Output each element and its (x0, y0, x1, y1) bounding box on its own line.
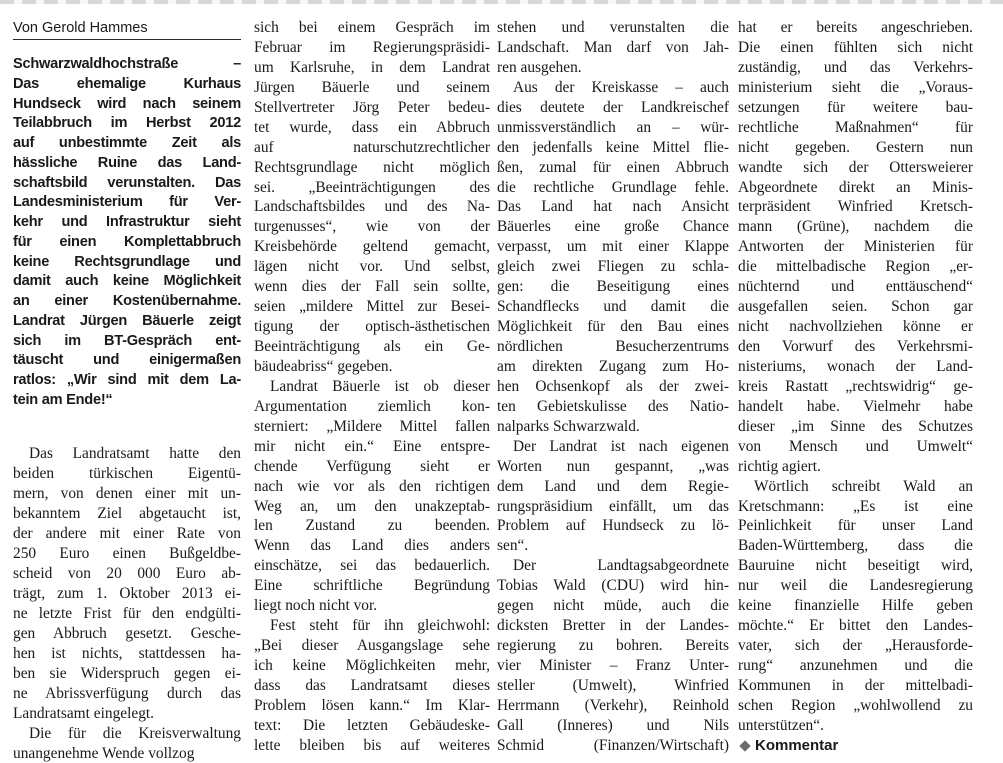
body-line: Stellvertreter Jörg Peter bedeu- (254, 98, 490, 118)
body-line: Schandflecks und damit die (497, 297, 729, 317)
body-line: sterniert: „Mildere Mittel fallen (254, 417, 490, 437)
top-cropped-headline-strip (0, 0, 1003, 4)
body-line: Abgeordnete direkt an Minis- (738, 178, 973, 198)
body-line: lette bleiben bis auf weiteres (254, 736, 490, 756)
body-line: ich keine Möglichkeiten mehr, (254, 656, 490, 676)
body-line: Kommunen in der mittelbadi- (738, 676, 973, 696)
lead-line: Landesministerium für Ver- (13, 193, 241, 213)
body-line: setzungen für weitere bau- (738, 98, 973, 118)
body-line: Das Land hat nach Ansicht (497, 197, 729, 217)
body-line: sich bei einem Gespräch im (254, 18, 490, 38)
body-line: rechtliche Maßnahmen“ für (738, 118, 973, 138)
body-line: unmissverständlich an – wür- (497, 118, 729, 138)
body-line: ren ausgehen. (497, 58, 729, 78)
body-line: liegt noch nicht vor. (254, 596, 490, 616)
body-line: Beeinträchtigung als ein Ge- (254, 337, 490, 357)
body-line: ten Gebietskulisse des Natio- (497, 397, 729, 417)
lead-line: für einen Komplettabbruch (13, 233, 241, 253)
lead-line: sich im BT-Gespräch ent- (13, 332, 241, 352)
body-line: dies deutete der Landkreischef (497, 98, 729, 118)
body-line: stehen und verunstalten die (497, 18, 729, 38)
body-line: Wörtlich schreibt Wald an (738, 477, 973, 497)
body-line: seien „mildere Mittel zur Besei- (254, 297, 490, 317)
body-line: Herrmann (Verkehr), Reinhold (497, 696, 729, 716)
body-line: Die für die Kreisverwaltung (13, 724, 241, 744)
body-line: die mittelbadische Region „er- (738, 257, 973, 277)
body-line: Das Landratsamt hatte den (13, 444, 241, 464)
body-line: ßen, zumal für einen Abbruch (497, 158, 729, 178)
lead-line: Schwarzwaldhochstraße – (13, 55, 241, 75)
body-line: nicht gegeben. Gestern nun (738, 138, 973, 158)
body-line: Fest steht für ihn gleichwohl: (254, 616, 490, 636)
body-line: turgenusses“, wie von der (254, 217, 490, 237)
body-line: von Mensch und Umwelt“ (738, 437, 973, 457)
body-line: 250 Euro einen Bußgeldbe- (13, 544, 241, 564)
body-line: ne Abrissverfügung durch das (13, 684, 241, 704)
body-line: gegen nicht müde, auch die (497, 596, 729, 616)
body-line: Baden-Württemberg, dass die (738, 536, 973, 556)
body-line: möchte.“ Er bittet den Landes- (738, 616, 973, 636)
body-line: richtig agiert. (738, 457, 973, 477)
body-line: ben sie Widerspruch gegen ei- (13, 664, 241, 684)
body-line: Bauruine nicht beseitigt wird, (738, 556, 973, 576)
body-line: text: Die letzten Gebäudeske- (254, 716, 490, 736)
body-line: Die einen fühlten sich nicht (738, 38, 973, 58)
body-line: handelt habe. Vielmehr habe (738, 397, 973, 417)
body-line: kreis Rastatt „rechtswidrig“ ge- (738, 377, 973, 397)
body-line: unangenehme Wende vollzog (13, 744, 241, 763)
body-line: hen Ochsenkopf als der zwei- (497, 377, 729, 397)
body-line: Landrat Bäuerle ist ob dieser (254, 377, 490, 397)
lead-line: kehr und Infrastruktur sieht (13, 213, 241, 233)
body-line: auf naturschutzrechtlicher (254, 138, 490, 158)
body-line: Landschaftsbildes und des Na- (254, 197, 490, 217)
body-line: Der Landrat ist nach eigenen (497, 437, 729, 457)
lead-line: tein am Ende!“ (13, 391, 241, 411)
body-line: unterstützen“. (738, 716, 973, 736)
lead-line: auf unbestimmte Zeit als (13, 134, 241, 154)
body-line: einschätze, sei das bedauerlich. (254, 556, 490, 576)
body-line: Wenn das Land dies anders (254, 536, 490, 556)
body-line: hen ist nichts, stattdessen ha- (13, 644, 241, 664)
body-line: steller (Umwelt), Winfried (497, 676, 729, 696)
body-line: sen“. (497, 536, 729, 556)
body-line: um Karlsruhe, in dem Landrat (254, 58, 490, 78)
body-line: rung“ anzunehmen und die (738, 656, 973, 676)
body-line: nüchternd und enttäuschend“ (738, 277, 973, 297)
body-line: Eine schriftliche Begründung (254, 576, 490, 596)
body-line: Februar im Regierungspräsidi- (254, 38, 490, 58)
body-line: dem Land und dem Regie- (497, 477, 729, 497)
lead-line: täuscht und einigermaßen (13, 351, 241, 371)
body-line: vier Minister – Franz Unter- (497, 656, 729, 676)
body-line: Weg an, um den unakzeptab- (254, 497, 490, 517)
body-line: wandte sich der Ottersweierer (738, 158, 973, 178)
body-line: Aus der Kreiskasse – auch (497, 78, 729, 98)
body-line: der andere mit einer Rate von (13, 524, 241, 544)
body-line: vater, sich der „Herausforde- (738, 636, 973, 656)
body-line: chende Verfügung sieht er (254, 457, 490, 477)
body-line: Tobias Wald (CDU) wird hin- (497, 576, 729, 596)
body-line: dass das Landratsamt dieses (254, 676, 490, 696)
body-line: die rechtliche Grundlage fehle. (497, 178, 729, 198)
body-line: Landschaft. Man darf von Jah- (497, 38, 729, 58)
body-line: Rechtsgrundlage nicht möglich (254, 158, 490, 178)
body-line: bäudeabriss“ gegeben. (254, 357, 490, 377)
article-column-2 (254, 18, 490, 718)
body-line: Der Landtagsabgeordnete (497, 556, 729, 576)
body-line: den jedenfalls keine Mittel flie- (497, 138, 729, 158)
kommentar-reference-label: Kommentar (755, 737, 838, 754)
body-line: ministerium sieht die „Voraus- (738, 78, 973, 98)
body-line: Kreisbehörde geltend gemacht, (254, 237, 490, 257)
body-line: rungspräsidium einfällt, um das (497, 497, 729, 517)
diamond-bullet-icon (739, 740, 750, 751)
body-line: hat er bereits angeschrieben. (738, 18, 973, 38)
article-column-1 (13, 18, 241, 718)
body-line: scheid von 20 000 Euro ab- (13, 564, 241, 584)
body-line: mern, von denen einer mit un- (13, 484, 241, 504)
body-line: lägen nicht vor. Und selbst, (254, 257, 490, 277)
body-line: ne letzte Frist für den endgülti- (13, 604, 241, 624)
article-column-4 (738, 18, 973, 718)
body-line: Problem auf Hundseck zu lö- (497, 516, 729, 536)
body-line: nördlichen Besucherzentrums (497, 337, 729, 357)
body-line: beiden türkischen Eigentü- (13, 464, 241, 484)
body-line: Bäuerles eine große Chance (497, 217, 729, 237)
body-line: nisteriums, wonach der Land- (738, 357, 973, 377)
lead-paragraph (13, 55, 241, 411)
body-line: keine finanzielle Hilfe geben (738, 596, 973, 616)
body-line: gen Abbruch gesetzt. Gesche- (13, 624, 241, 644)
author-byline: Von Gerold Hammes (13, 18, 241, 40)
lead-line: schaftsbild verunstalten. Das (13, 174, 241, 194)
lead-line: ratlos: „Wir sind mit dem La- (13, 371, 241, 391)
body-line: gen: die Beseitigung eines (497, 277, 729, 297)
body-line: mir nicht ein.“ Eine entspre- (254, 437, 490, 457)
body-line: Gall (Inneres) und Nils (497, 716, 729, 736)
body-line: wenn dies der Fall sein sollte, (254, 277, 490, 297)
lead-line: Landrat Jürgen Bäuerle zeigt (13, 312, 241, 332)
body-line: ausgefallen seien. Schon gar (738, 297, 973, 317)
lead-line: hässliche Ruine das Land- (13, 154, 241, 174)
body-line: nalparks Schwarzwald. (497, 417, 729, 437)
lead-line: Hundseck wird nach seinem (13, 95, 241, 115)
body-line: dieser „im Sinne des Schutzes (738, 417, 973, 437)
body-line: trägt, zum 1. Oktober 2013 ei- (13, 584, 241, 604)
body-line: sei. „Beeinträchtigungen des (254, 178, 490, 198)
body-line: regierung zu bohren. Bereits (497, 636, 729, 656)
body-line: len Zustand zu beenden. (254, 516, 490, 536)
body-line: nach wie vor als den richtigen (254, 477, 490, 497)
body-line: zuständig, und das Verkehrs- (738, 58, 973, 78)
article-column-3 (497, 18, 729, 718)
body-line: den Vorwurf des Verkehrsmi- (738, 337, 973, 357)
body-line: dicksten Bretter in der Landes- (497, 616, 729, 636)
body-line: am direkten Zugang zum Ho- (497, 357, 729, 377)
body-line: Schmid (Finanzen/Wirtschaft) (497, 736, 729, 756)
body-line: bekanntem Ziel abgetaucht ist, (13, 504, 241, 524)
body-line: schen Region „wohlwollend zu (738, 696, 973, 716)
body-line: Jürgen Bäuerle und seinem (254, 78, 490, 98)
body-line: „Bei dieser Ausgangslage sehe (254, 636, 490, 656)
body-line: nur weil die Landesregierung (738, 576, 973, 596)
body-line: Landratsamt eingelegt. (13, 704, 241, 724)
lead-line: damit auch keine Möglichkeit (13, 272, 241, 292)
body-line: tigung der optisch-ästhetischen (254, 317, 490, 337)
body-line: Argumentation ziemlich kon- (254, 397, 490, 417)
body-line: Peinlichkeit für unser Land (738, 516, 973, 536)
body-line: Antworten der Ministerien für (738, 237, 973, 257)
body-line: Worten nun gespannt, „was (497, 457, 729, 477)
kommentar-reference[interactable] (738, 736, 973, 756)
lead-line: keine Rechtsgrundlage und (13, 253, 241, 273)
body-line: tet wurde, dass ein Abbruch (254, 118, 490, 138)
body-line: nicht nachvollziehen könne er (738, 317, 973, 337)
body-line: Problem lösen kann.“ Im Klar- (254, 696, 490, 716)
lead-line: an einer Kostenübernahme. (13, 292, 241, 312)
body-line: Möglichkeit für den Bau eines (497, 317, 729, 337)
body-line: Kretschmann: „Es ist eine (738, 497, 973, 517)
body-line: terpräsident Winfried Kretsch- (738, 197, 973, 217)
lead-line: Das ehemalige Kurhaus (13, 75, 241, 95)
body-line: mann (Grüne), nachdem die (738, 217, 973, 237)
body-line: gleich zwei Fliegen zu schla- (497, 257, 729, 277)
body-line: verpasst, um mit einer Klappe (497, 237, 729, 257)
lead-line: Teilabbruch im Herbst 2012 (13, 114, 241, 134)
